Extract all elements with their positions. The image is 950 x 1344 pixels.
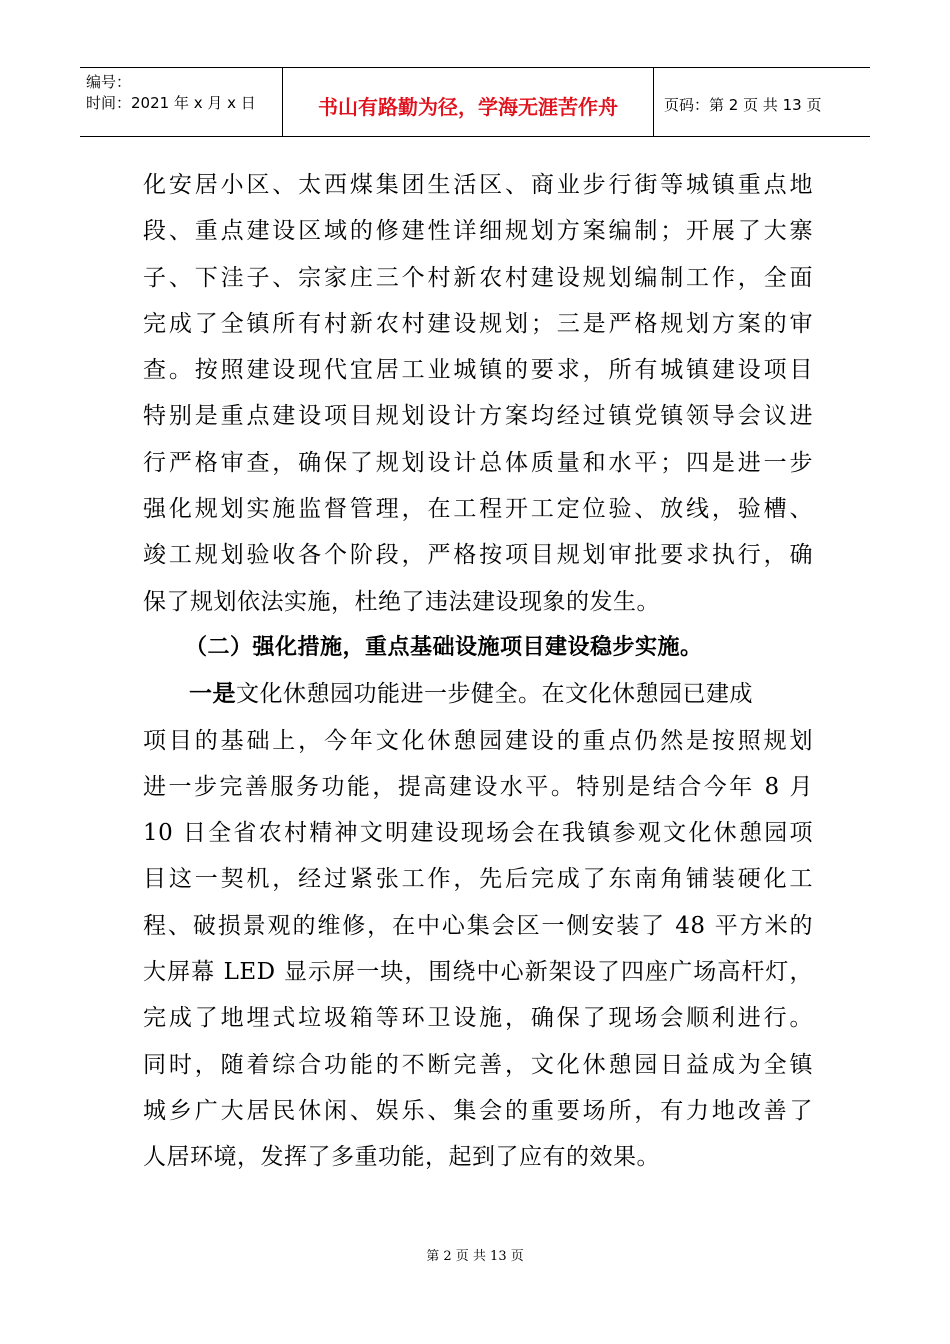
body-line: 同时，随着综合功能的不断完善，文化休憩园日益成为全镇 — [143, 1051, 813, 1078]
body-line: 目这一契机，经过紧张工作，先后完成了东南角铺装硬化工 — [143, 866, 813, 893]
paragraph-first-rest: 文化休憩园功能进一步健全。在文化休憩园已建成 — [236, 681, 753, 708]
body-line: 程、破损景观的维修，在中心集会区一侧安装了 48 平方米的 — [143, 912, 813, 939]
body-line: 大屏幕 LED 显示屏一块，围绕中心新架设了四座广场高杆灯， — [143, 959, 813, 986]
paragraph-first-line — [143, 671, 813, 717]
body-line: 强化规划实施监督管理，在工程开工定位验、放线，验槽、 — [143, 496, 813, 523]
body-line: 保了规划依法实施，杜绝了违法建设现象的发生。 — [143, 588, 660, 615]
date-label: 时间：2021 年 x 月 x 日 — [86, 94, 256, 112]
page-footer — [0, 1245, 950, 1264]
header-page-info: 页码：第 2 页 共 13 页 — [664, 95, 822, 114]
paragraph-lead: 一是 — [189, 680, 236, 708]
serial-number-label: 编号： — [86, 73, 132, 91]
header-motto-cell — [283, 68, 654, 136]
body-line: 城乡广大居民休闲、娱乐、集会的重要场所，有力地改善了 — [143, 1097, 813, 1124]
header-page-cell — [654, 68, 870, 136]
body-line: 化安居小区、太西煤集团生活区、商业步行街等城镇重点地 — [143, 172, 813, 198]
body-line: 人居环境，发挥了多重功能，起到了应有的效果。 — [143, 1144, 660, 1171]
header-motto: 书山有路勤为径，学海无涯苦作舟 — [318, 94, 618, 119]
body-line: 完成了地埋式垃圾箱等环卫设施，确保了现场会顺利进行。 — [143, 1005, 813, 1032]
body-line: 进一步完善服务功能，提高建设水平。特别是结合今年 8 月 — [143, 773, 813, 800]
section-heading: （二）强化措施，重点基础设施项目建设稳步实施。 — [185, 634, 703, 660]
body-line: 特别是重点建设项目规划设计方案均经过镇党镇领导会议进 — [143, 403, 813, 430]
document-body — [143, 162, 813, 1181]
body-line: 子、下洼子、宗家庄三个村新农村建设规划编制工作，全面 — [143, 264, 813, 291]
body-line: 行严格审查，确保了规划设计总体质量和水平；四是进一步 — [143, 449, 813, 476]
header-meta-cell — [80, 68, 283, 136]
body-line: 竣工规划验收各个阶段，严格按项目规划审批要求执行，确 — [143, 542, 813, 569]
document-header — [80, 67, 870, 137]
body-line: 段、重点建设区域的修建性详细规划方案编制；开展了大寨 — [143, 218, 813, 245]
body-line: 10 日全省农村精神文明建设现场会在我镇参观文化休憩园项 — [143, 820, 813, 847]
body-line: 查。按照建设现代宜居工业城镇的要求，所有城镇建设项目 — [143, 357, 813, 384]
body-line: 项目的基础上，今年文化休憩园建设的重点仍然是按照规划 — [143, 727, 813, 754]
body-line: 完成了全镇所有村新农村建设规划；三是严格规划方案的审 — [143, 310, 813, 337]
footer-page-number: 第 2 页 共 13 页 — [426, 1249, 524, 1264]
